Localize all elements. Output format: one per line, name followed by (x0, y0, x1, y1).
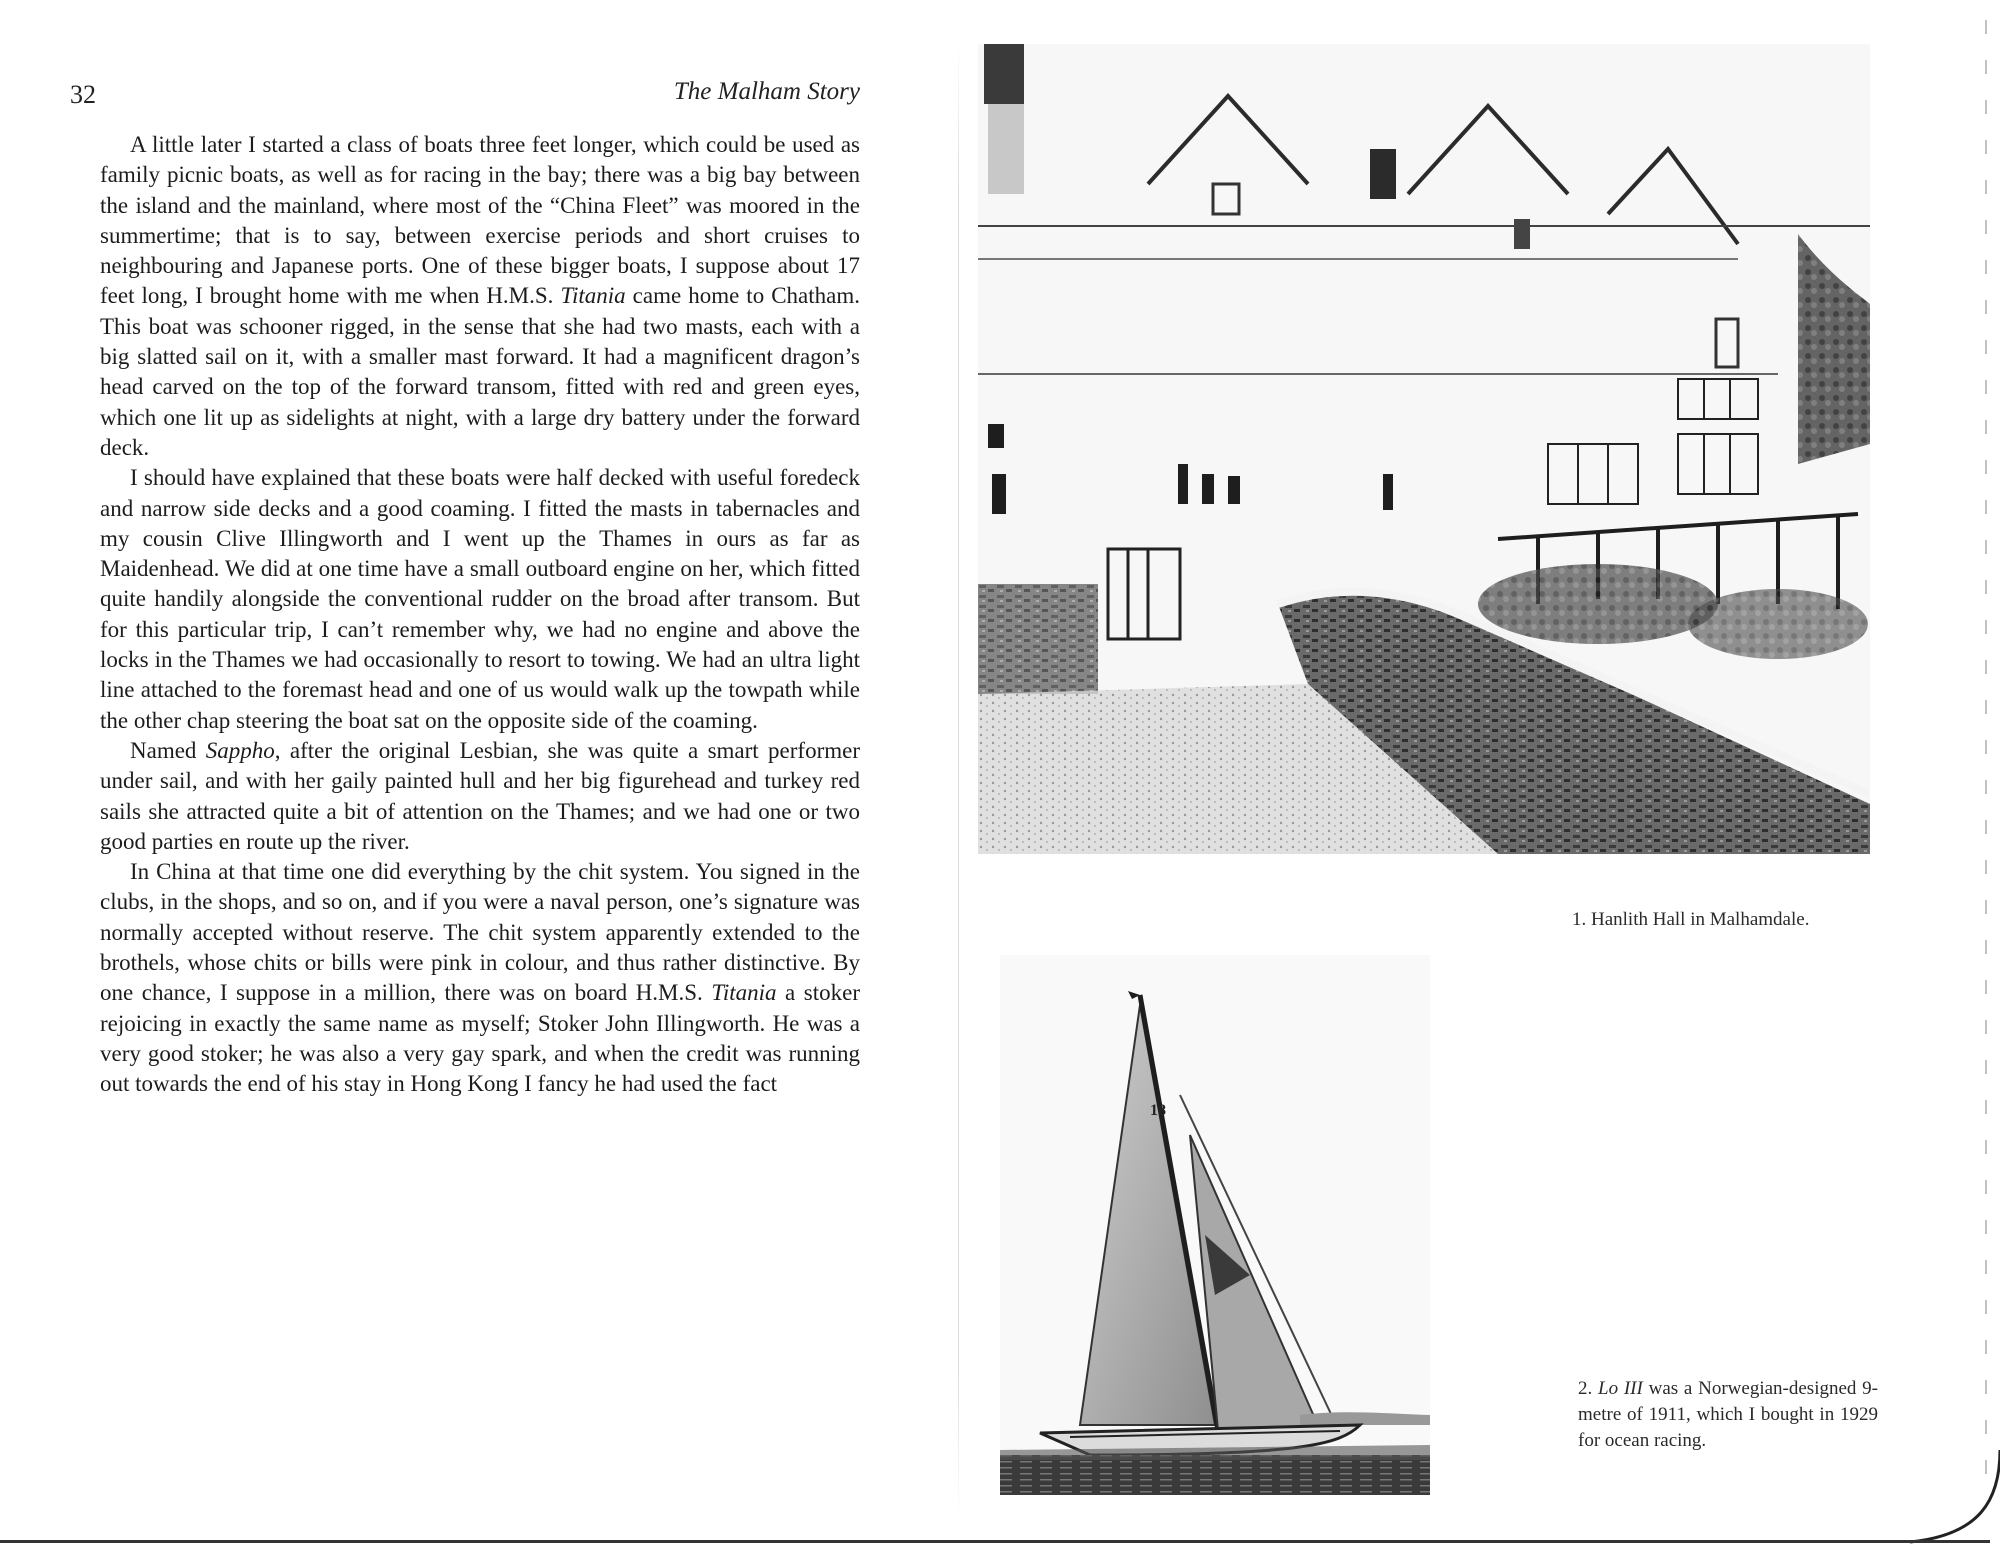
hanlith-hall-photo (978, 44, 1870, 854)
page-corner-curl (1870, 1450, 2000, 1550)
left-page (0, 0, 960, 1546)
paragraph-3 (100, 736, 860, 857)
caption-text: was a Norwegian-designed 9-metre of 1911, which I bought in 1929 for ocean racing. (1578, 1378, 1878, 1451)
running-head: The Malham Story (673, 78, 860, 105)
sail-number: 18 (1150, 1102, 1166, 1119)
right-page (960, 0, 2000, 1546)
yacht-photo (1000, 955, 1430, 1495)
paragraph-text: came home to Chatham. This boat was schooner rigged, in the sense that she had two masts, each with a big slatted sail on it, with a smaller mast forward. It had a magnificent dragon’s head carved on the top of the forward transom, fitted with red and green eyes, which one lit up as sidelights at night, with a large dry battery under the forward deck. (100, 283, 861, 460)
paragraph-text: a stoker rejoicing in exactly the same name as myself; Stoker John Illingworth. He was a very good stoker; he was also a very gay spark, and when the credit was running out towards the end of his stay in Hong Kong I fancy he had used the fact (100, 980, 860, 1097)
caption-number: 2. (1578, 1378, 1599, 1399)
gutter-line (958, 40, 959, 1520)
boat-name: Sappho (205, 737, 275, 763)
paragraph-text: Named (130, 737, 206, 763)
ship-name: Titania (711, 980, 777, 1006)
paragraph-text: , after the original Lesbian, she was quite a smart performer under sail, and with her gaily painted hull and her big figurehead and turkey red sails she attracted quite a bit of attention on the Thames; and we had one or two good parties en route up the river. (100, 737, 860, 854)
ship-name: Titania (560, 283, 626, 309)
paragraph-text: A little later I started a class of boats three feet longer, which could be used as family picnic boats, as well as for racing in the bay; there was a big bay between the island and the mainland, where most of the “China Fleet” was moored in the summertime; that is to say, between exercise periods and short cruises to neighbouring and Japanese ports. One of these bigger boats, I suppose about 17 feet long, I brought home with me when H.M.S. (100, 132, 860, 309)
photo-caption-2 (1578, 1376, 1878, 1454)
paragraph-1 (100, 130, 860, 463)
paragraph-2 (100, 463, 860, 736)
paragraph-4 (100, 857, 860, 1099)
page-edge-line (1985, 20, 1987, 1480)
body-text (100, 130, 860, 1100)
paragraph-text: In China at that time one did everything by the chit system. You signed in the clubs, in the shops, and so on, and if you were a naval person, one’s signature was normally accepted without reserve. The chit system apparently extended to the brothels, whose chits or bills were pink in colour, and thus rather distinctive. By one chance, I suppose in a million, there was on board H.M.S. (100, 859, 860, 1006)
paragraph-text: I should have explained that these boats were half decked with useful foredeck and narrow side decks and a good coaming. I fitted the masts in tabernacles and my cousin Clive Illingworth and I went up the Thames in ours as far as Maidenhead. We did at one time have a small outboard engine on her, which fitted quite handily alongside the conventional rudder on the broad after transom. But for this particular trip, I can’t remember why, we had no engine and above the locks in the Thames we had occasionally to resort to towing. We had an ultra light line attached to the foremast head and one of us would walk up the towpath while the other chap steering the boat sat on the opposite side of the coaming. (100, 465, 860, 733)
yacht-name: Lo III (1598, 1378, 1643, 1399)
page-number: 32 (70, 80, 96, 109)
page-bottom-edge (0, 1540, 1990, 1543)
photo-caption-1: 1. Hanlith Hall in Malhamdale. (1572, 909, 1810, 930)
